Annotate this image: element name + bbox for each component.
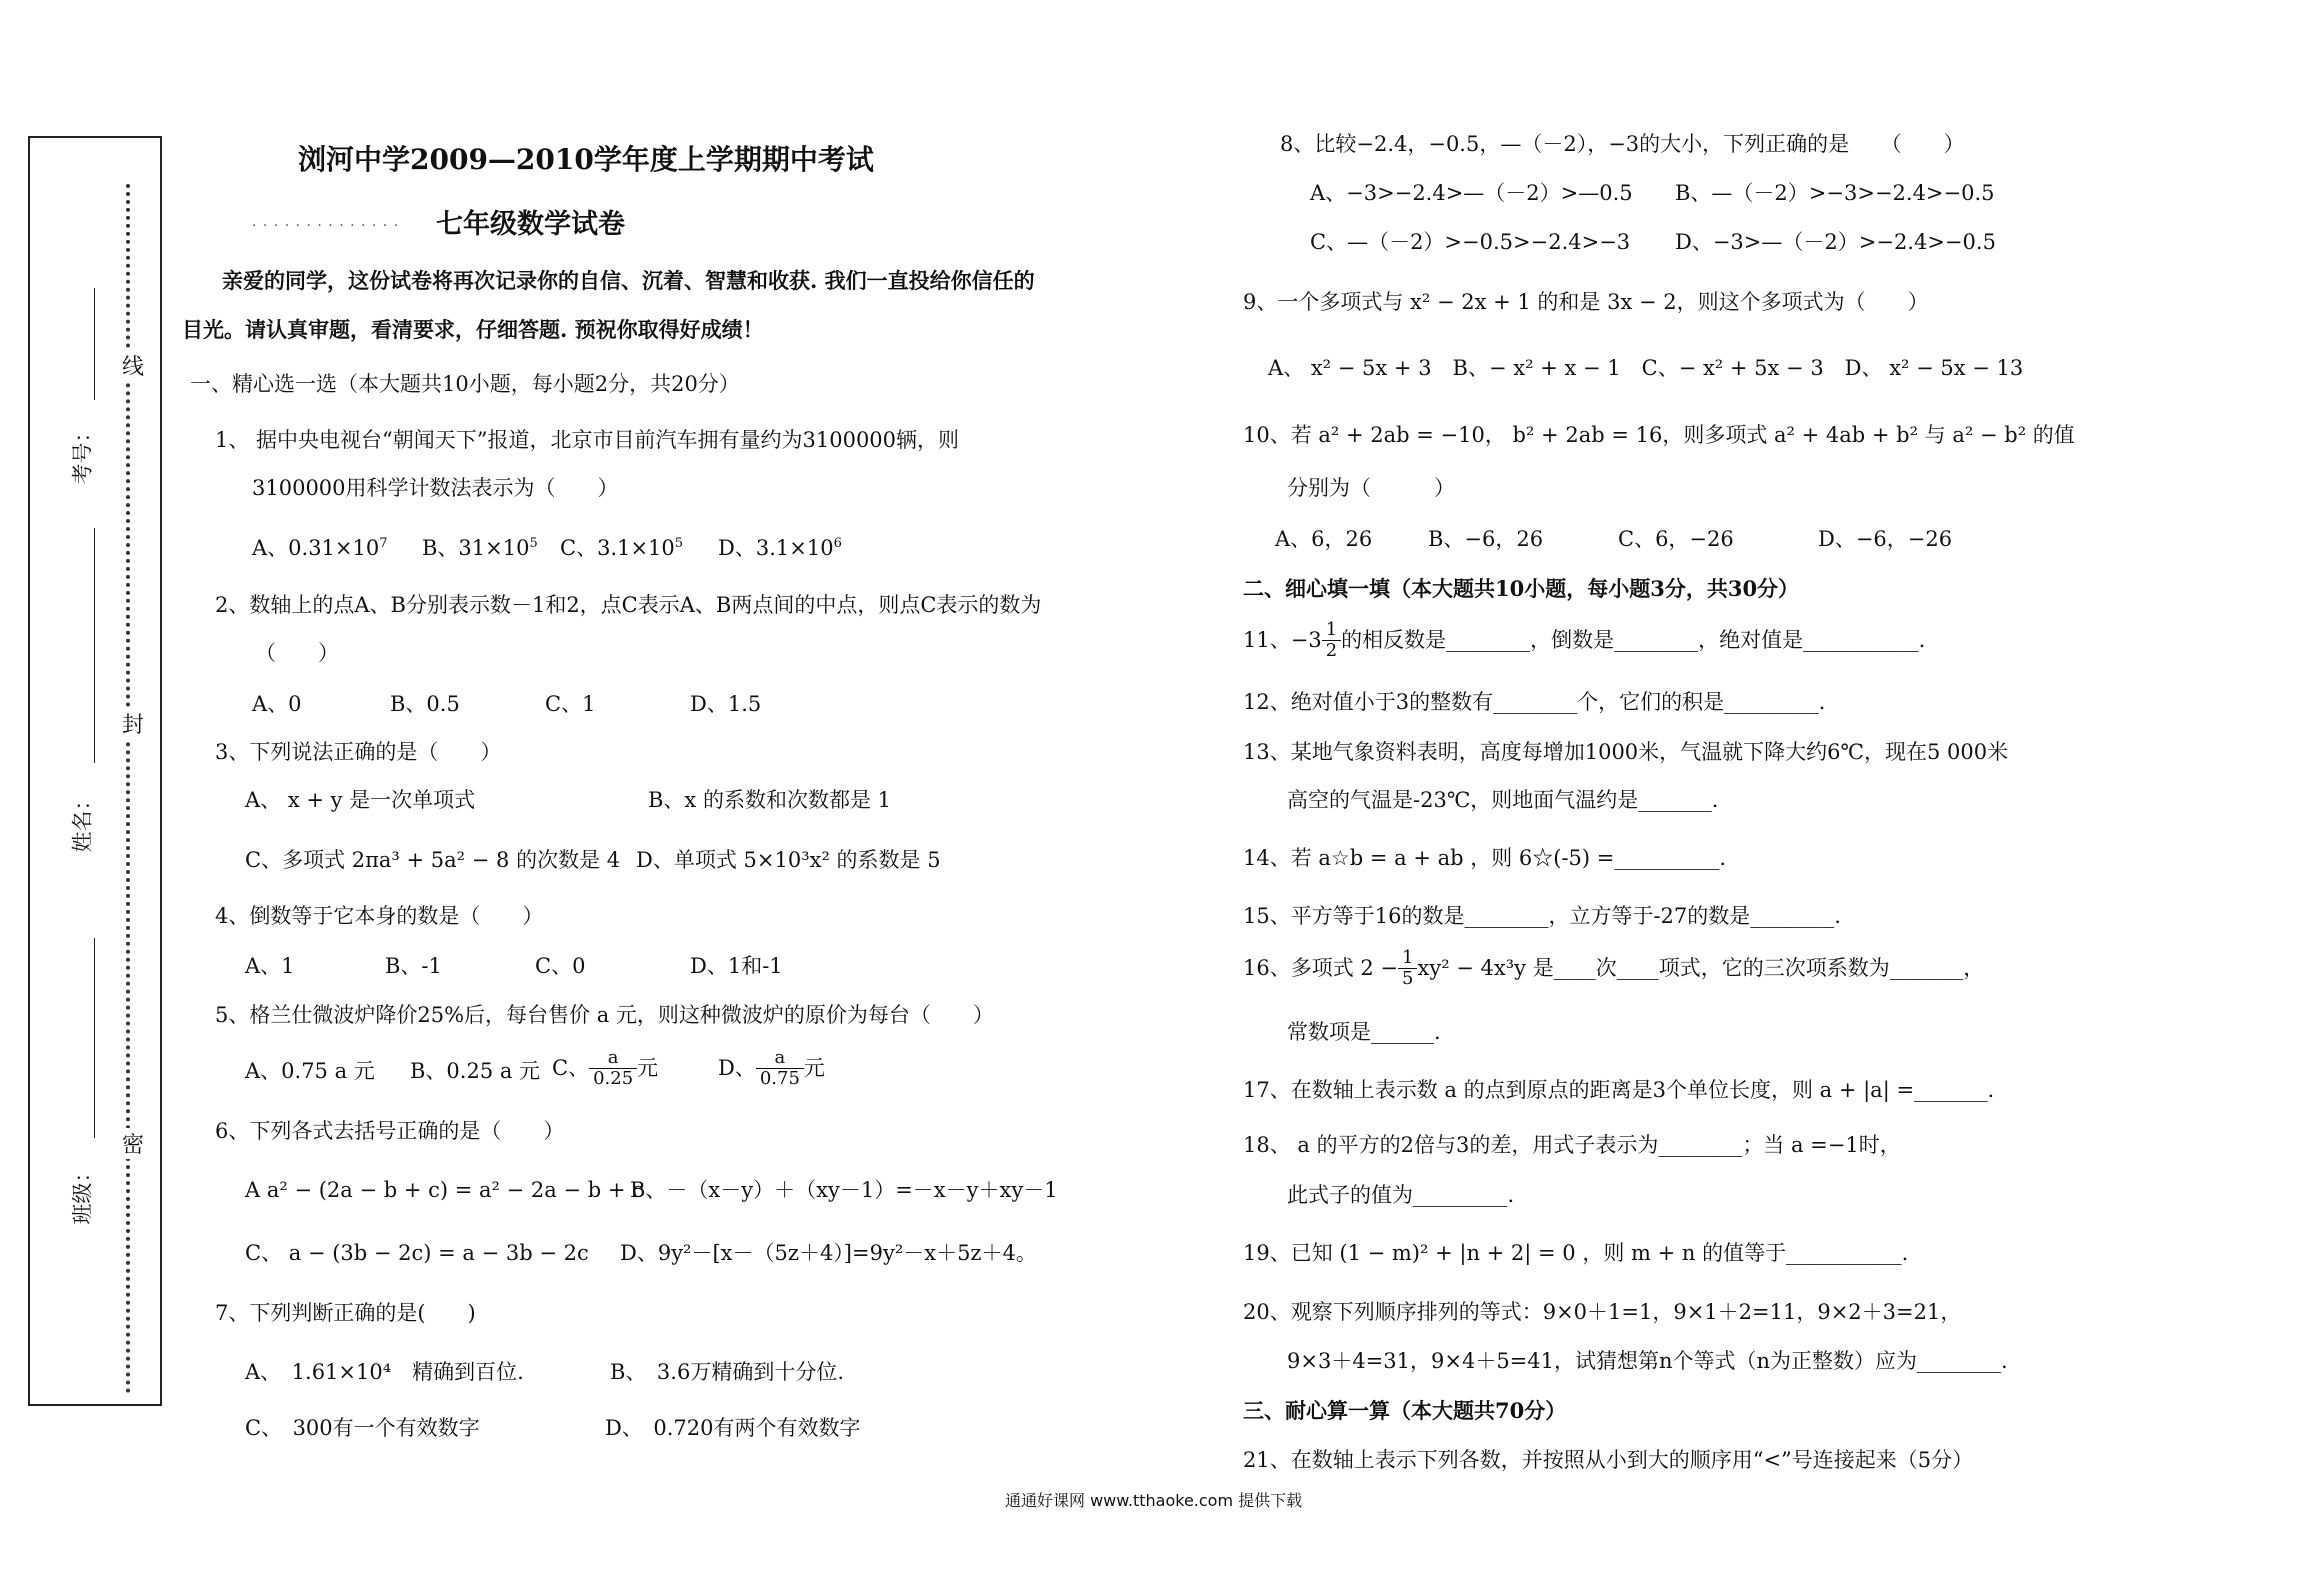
q19: 19、已知 (1 − m)² + |n + 2| = 0 ，则 m + n 的值等于___________. — [1243, 1241, 1909, 1265]
q8-option-a[interactable]: A、−3>−2.4>—（－2）>—0.5 — [1310, 181, 1633, 205]
exam-subtitle: 七年级数学试卷 — [436, 209, 625, 240]
q6-option-c[interactable]: C、 a − (3b − 2c) = a − 3b − 2c — [245, 1241, 589, 1265]
q8-option-c[interactable]: C、—（－2）>−0.5>−2.4>−3 — [1310, 230, 1631, 254]
footer-credit: 通通好课网 www.tthaoke.com 提供下载 — [1005, 1491, 1303, 1510]
q16-line-2: 常数项是______. — [1287, 1020, 1441, 1044]
q6-option-d[interactable]: D、9y²－[x－（5z＋4）]=9y²－x＋5z＋4。 — [620, 1241, 1037, 1265]
intro-line-2: 目光。请认真审题，看清要求，仔细答题. 预祝你取得好成绩！ — [182, 317, 764, 342]
class-label: 班级： — [70, 1161, 95, 1225]
q10-line-2: 分别为（ ） — [1287, 476, 1455, 500]
q8-option-d[interactable]: D、−3>—（－2）>−2.4>−0.5 — [1675, 230, 1996, 254]
q8-option-b[interactable]: B、—（－2）>−3>−2.4>−0.5 — [1675, 181, 1995, 205]
q7-option-d[interactable]: D、 0.720有两个有效数字 — [605, 1416, 861, 1440]
q21: 21、在数轴上表示下列各数，并按照从小到大的顺序用“<”号连接起来（5分） — [1243, 1448, 1974, 1472]
q9-options[interactable]: A、 x² − 5x + 3 B、− x² + x − 1 C、− x² + 5x − 3 D、 x² − 5x − 13 — [1268, 356, 2024, 380]
binding-feng: 封 — [122, 708, 144, 739]
q2-option-a[interactable]: A、0 — [252, 692, 302, 716]
name-field[interactable] — [94, 528, 95, 763]
q9-stem: 9、一个多项式与 x² − 2x + 1 的和是 3x − 2，则这个多项式为（ ） — [1243, 290, 1929, 314]
q20-line-2: 9×3＋4=31，9×4＋5=41，试猜想第n个等式（n为正整数）应为________. — [1287, 1349, 2008, 1373]
q1-option-d[interactable]: D、$3.1\times 10^6$ — [718, 536, 842, 560]
q20-line-1: 20、观察下列顺序排列的等式：9×0＋1=1，9×1＋2=11，9×2＋3=21， — [1243, 1300, 1962, 1324]
q6-option-a[interactable]: A a² − (2a − b + c) = a² − 2a − b + c — [245, 1178, 644, 1202]
q8-stem: 8、比较−2.4，−0.5，—（－2），−3的大小，下列正确的是 （ ） — [1280, 132, 1965, 156]
name-label: 姓名： — [70, 789, 95, 853]
q1-option-a[interactable]: A、$0.31\times 10^7$ — [252, 536, 388, 560]
q10-option-b[interactable]: B、−6，26 — [1428, 527, 1544, 551]
q7-stem: 7、下列判断正确的是( ) — [215, 1301, 476, 1325]
binding-mi: 密 — [122, 1128, 144, 1159]
q3-stem: 3、下列说法正确的是（ ） — [215, 740, 502, 764]
q4-option-c[interactable]: C、0 — [535, 954, 586, 978]
q5-option-b[interactable]: B、0.25 a 元 — [410, 1059, 541, 1083]
q3-option-a[interactable]: A、 x + y 是一次单项式 — [245, 788, 476, 812]
class-field[interactable] — [94, 938, 95, 1138]
q12: 12、绝对值小于3的整数有________个，它们的积是_________. — [1243, 690, 1826, 714]
q1-line-2: 3100000用科学计数法表示为（ ） — [252, 476, 619, 500]
binding-margin — [28, 136, 162, 1406]
exam-number-label: 考号： — [70, 421, 95, 485]
q2-option-b[interactable]: B、0.5 — [390, 692, 460, 716]
binding-xian: 线 — [122, 350, 144, 381]
intro-line-1: 亲爱的同学，这份试卷将再次记录你的自信、沉着、智慧和收获. 我们一直投给你信任的 — [222, 268, 1035, 293]
q4-stem: 4、倒数等于它本身的数是（ ） — [215, 904, 544, 928]
exam-number-field[interactable] — [94, 288, 95, 400]
q4-option-a[interactable]: A、1 — [245, 954, 295, 978]
q2-line-1: 2、数轴上的点A、B分别表示数－1和2，点C表示A、B两点间的中点，则点C表示的数为 — [215, 593, 1042, 617]
q10-option-d[interactable]: D、−6，−26 — [1818, 527, 1953, 551]
q17: 17、在数轴上表示数 a 的点到原点的距离是3个单位长度，则 a + |a| =_______. — [1243, 1078, 1995, 1102]
q15: 15、平方等于16的数是________，立方等于-27的数是________. — [1243, 904, 1841, 928]
q5-stem: 5、格兰仕微波炉降价25%后，每台售价 a 元，则这种微波炉的原价为每台（ ） — [215, 1003, 994, 1027]
q13-line-2: 高空的气温是-23℃，则地面气温约是_______. — [1287, 788, 1719, 812]
q16-line-1: 16、多项式 2 − $\frac{1}{5}$ xy² − 4x³y 是____次____项式，它的三次项系数为_______， — [1243, 947, 1985, 989]
q2-line-2: （ ） — [255, 641, 339, 665]
q7-option-c[interactable]: C、 300有一个有效数字 — [245, 1416, 480, 1440]
title-dots: · · · · · · · · · · · · · · — [252, 218, 400, 234]
q10-option-c[interactable]: C、6，−26 — [1618, 527, 1734, 551]
q7-option-b[interactable]: B、 3.6万精确到十分位. — [610, 1360, 845, 1384]
q10-option-a[interactable]: A、6，26 — [1275, 527, 1373, 551]
q1-option-b[interactable]: B、$31\times 10^5$ — [422, 536, 538, 560]
q6-option-b[interactable]: B、－（x－y）＋（xy－1）=－x－y＋xy－1 — [630, 1178, 1058, 1202]
q5-option-d[interactable]: D、 $\frac{a}{0.75}$ 元 — [718, 1047, 825, 1089]
q3-option-c[interactable]: C、多项式 2πa³ + 5a² − 8 的次数是 4 — [245, 848, 621, 872]
q4-option-b[interactable]: B、-1 — [385, 954, 442, 978]
section-2-heading: 二、细心填一填（本大题共10小题，每小题3分，共30分） — [1243, 576, 1800, 601]
q2-option-d[interactable]: D、1.5 — [690, 692, 762, 716]
q10-line-1: 10、若 a² + 2ab = −10， b² + 2ab = 16，则多项式 a² + 4ab + b² 与 a² − b² 的值 — [1243, 423, 2075, 447]
q14: 14、若 a☆b = a + ab ，则 6☆(-5) =__________. — [1243, 846, 1727, 870]
q3-option-d[interactable]: D、单项式 5×10³x² 的系数是 5 — [636, 848, 941, 872]
q1-line-1: 1、 据中央电视台“朝闻天下”报道，北京市目前汽车拥有量约为3100000辆，则 — [215, 428, 960, 452]
q5-option-a[interactable]: A、0.75 a 元 — [245, 1059, 375, 1083]
section-3-heading: 三、耐心算一算（本大题共70分） — [1243, 1398, 1567, 1423]
section-1-heading: 一、精心选一选（本大题共10小题，每小题2分，共20分） — [190, 372, 740, 396]
exam-title: 浏河中学2009—2010学年度上学期期中考试 — [298, 143, 874, 176]
q11: 11、−3 $\frac{1}{2}$ 的相反数是________，倒数是________，绝对值是___________. — [1243, 619, 1926, 661]
q2-option-c[interactable]: C、1 — [545, 692, 596, 716]
q1-option-c[interactable]: C、$3.1\times 10^5$ — [560, 536, 684, 560]
q18-line-2: 此式子的值为_________. — [1287, 1183, 1515, 1207]
q6-stem: 6、下列各式去括号正确的是（ ） — [215, 1119, 565, 1143]
q4-option-d[interactable]: D、1和-1 — [690, 954, 783, 978]
q18-line-1: 18、 a 的平方的2倍与3的差，用式子表示为________；当 a =−1时， — [1243, 1133, 1901, 1157]
q7-option-a[interactable]: A、 1.61×10⁴ 精确到百位. — [245, 1360, 524, 1384]
q3-option-b[interactable]: B、x 的系数和次数都是 1 — [648, 788, 891, 812]
q13-line-1: 13、某地气象资料表明，高度每增加1000米，气温就下降大约6℃，现在5 000米 — [1243, 740, 2009, 764]
q5-option-c[interactable]: C、 $\frac{a}{0.25}$ 元 — [552, 1047, 659, 1089]
